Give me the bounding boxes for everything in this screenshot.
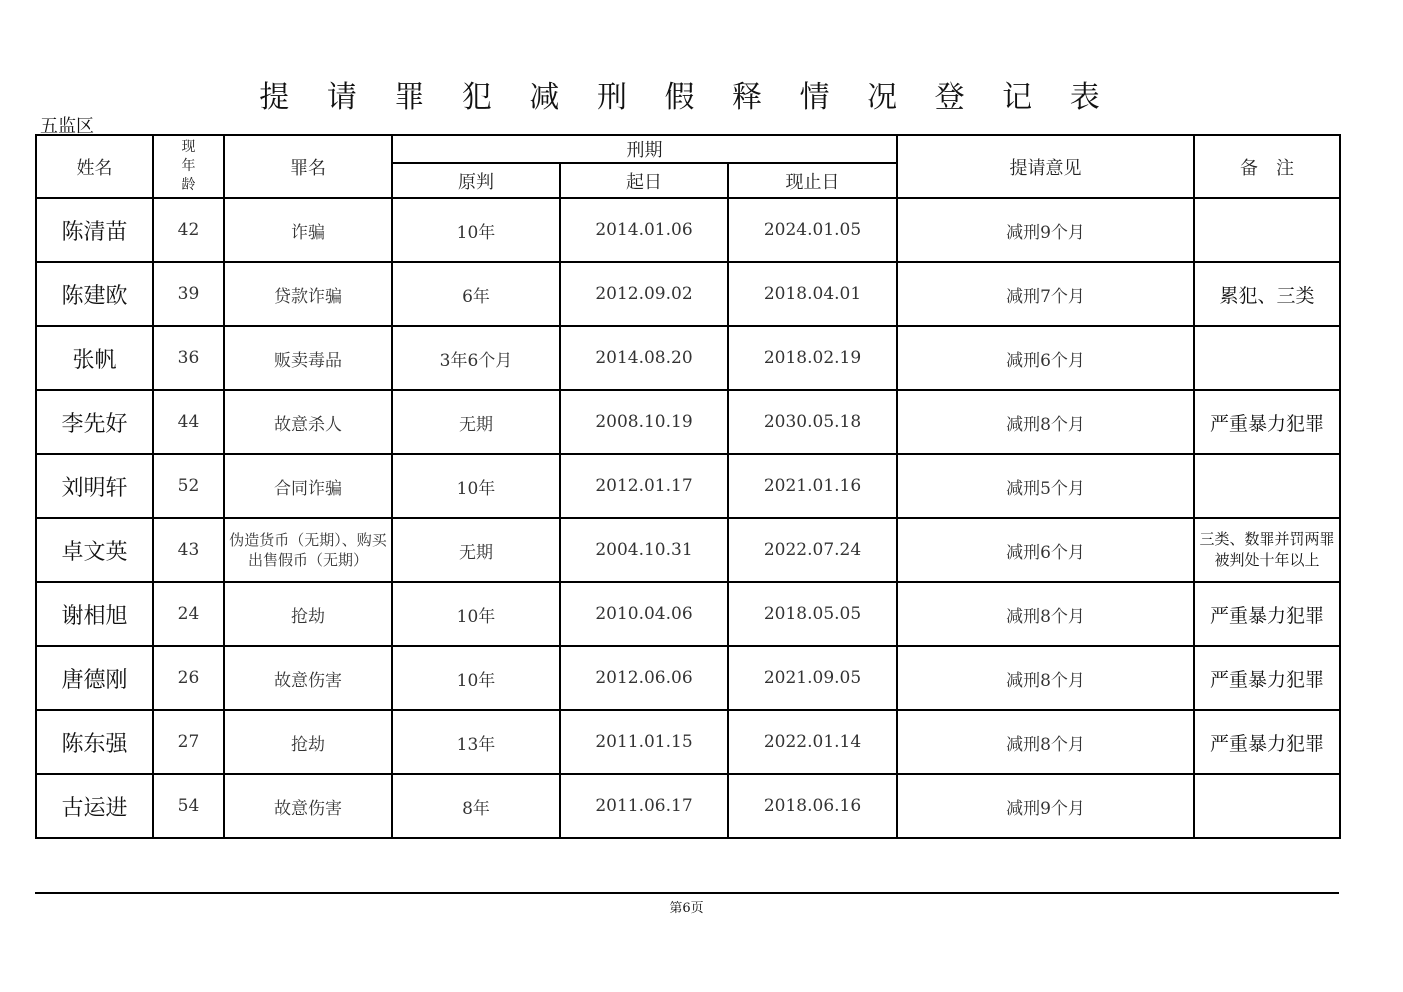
table-row — [36, 774, 1340, 838]
cell-crime: 故意杀人 — [224, 390, 392, 454]
cell-name: 张帆 — [36, 326, 153, 390]
cell-remark: 严重暴力犯罪 — [1194, 646, 1340, 710]
cell-crime: 抢劫 — [224, 710, 392, 774]
cell-opinion: 减刑8个月 — [897, 710, 1194, 774]
cell-original: 无期 — [392, 518, 560, 582]
cell-opinion: 减刑6个月 — [897, 518, 1194, 582]
cell-age: 24 — [153, 582, 224, 646]
cell-original: 无期 — [392, 390, 560, 454]
cell-start: 2012.06.06 — [560, 646, 728, 710]
cell-name: 唐德刚 — [36, 646, 153, 710]
cell-start: 2012.09.02 — [560, 262, 728, 326]
cell-opinion: 减刑8个月 — [897, 646, 1194, 710]
cell-start: 2010.04.06 — [560, 582, 728, 646]
cell-remark: 累犯、三类 — [1194, 262, 1340, 326]
cell-name: 刘明轩 — [36, 454, 153, 518]
header-name: 姓名 — [36, 135, 153, 198]
cell-original: 10年 — [392, 582, 560, 646]
cell-crime: 故意伤害 — [224, 646, 392, 710]
cell-end: 2030.05.18 — [728, 390, 897, 454]
cell-opinion: 减刑9个月 — [897, 198, 1194, 262]
cell-age: 27 — [153, 710, 224, 774]
cell-remark: 三类、数罪并罚两罪被判处十年以上 — [1194, 518, 1340, 582]
cell-start: 2011.06.17 — [560, 774, 728, 838]
cell-original: 3年6个月 — [392, 326, 560, 390]
cell-end: 2018.04.01 — [728, 262, 897, 326]
table-row — [36, 326, 1340, 390]
cell-original: 8年 — [392, 774, 560, 838]
cell-original: 10年 — [392, 454, 560, 518]
cell-end: 2022.01.14 — [728, 710, 897, 774]
cell-remark: 严重暴力犯罪 — [1194, 582, 1340, 646]
cell-start: 2011.01.15 — [560, 710, 728, 774]
table-row — [36, 710, 1340, 774]
cell-opinion: 减刑6个月 — [897, 326, 1194, 390]
cell-remark: 严重暴力犯罪 — [1194, 710, 1340, 774]
cell-end: 2024.01.05 — [728, 198, 897, 262]
cell-opinion: 减刑8个月 — [897, 390, 1194, 454]
header-term: 刑期 — [392, 135, 897, 163]
cell-age: 39 — [153, 262, 224, 326]
cell-end: 2018.02.19 — [728, 326, 897, 390]
cell-opinion: 减刑7个月 — [897, 262, 1194, 326]
register-table — [35, 134, 1341, 839]
cell-start: 2008.10.19 — [560, 390, 728, 454]
cell-end: 2018.05.05 — [728, 582, 897, 646]
cell-crime: 贩卖毒品 — [224, 326, 392, 390]
cell-end: 2021.09.05 — [728, 646, 897, 710]
cell-original: 10年 — [392, 198, 560, 262]
cell-remark: 严重暴力犯罪 — [1194, 390, 1340, 454]
cell-original: 6年 — [392, 262, 560, 326]
cell-age: 54 — [153, 774, 224, 838]
cell-name: 陈东强 — [36, 710, 153, 774]
cell-age: 42 — [153, 198, 224, 262]
cell-name: 谢相旭 — [36, 582, 153, 646]
cell-original: 13年 — [392, 710, 560, 774]
cell-remark — [1194, 454, 1340, 518]
cell-name: 古运进 — [36, 774, 153, 838]
header-original: 原判 — [392, 163, 560, 198]
cell-opinion: 减刑9个月 — [897, 774, 1194, 838]
page-number: 第6页 — [669, 901, 704, 916]
header-start: 起日 — [560, 163, 728, 198]
cell-start: 2014.08.20 — [560, 326, 728, 390]
cell-opinion: 减刑8个月 — [897, 582, 1194, 646]
cell-name: 陈清苗 — [36, 198, 153, 262]
cell-name: 李先好 — [36, 390, 153, 454]
table-header — [36, 135, 1340, 198]
cell-original: 10年 — [392, 646, 560, 710]
cell-crime: 诈骗 — [224, 198, 392, 262]
table-row — [36, 646, 1340, 710]
header-remark: 备 注 — [1194, 135, 1340, 198]
document-title: 提 请 罪 犯 减 刑 假 释 情 况 登 记 表 — [259, 80, 1114, 115]
table-row — [36, 454, 1340, 518]
cell-crime: 贷款诈骗 — [224, 262, 392, 326]
cell-crime: 故意伤害 — [224, 774, 392, 838]
table-body — [36, 198, 1340, 838]
cell-remark — [1194, 774, 1340, 838]
cell-end: 2021.01.16 — [728, 454, 897, 518]
header-crime: 罪名 — [224, 135, 392, 198]
header-age-text: 现 年 龄 — [181, 139, 196, 193]
cell-age: 52 — [153, 454, 224, 518]
table-row — [36, 582, 1340, 646]
table-row — [36, 390, 1340, 454]
unit-label: 五监区 — [40, 116, 94, 137]
cell-crime: 合同诈骗 — [224, 454, 392, 518]
cell-start: 2012.01.17 — [560, 454, 728, 518]
cell-remark — [1194, 198, 1340, 262]
header-age — [153, 135, 224, 198]
cell-remark — [1194, 326, 1340, 390]
cell-crime: 抢劫 — [224, 582, 392, 646]
cell-end: 2018.06.16 — [728, 774, 897, 838]
cell-name: 陈建欧 — [36, 262, 153, 326]
header-opinion: 提请意见 — [897, 135, 1194, 198]
cell-age: 36 — [153, 326, 224, 390]
cell-opinion: 减刑5个月 — [897, 454, 1194, 518]
header-end: 现止日 — [728, 163, 897, 198]
cell-crime: 伪造货币（无期）、购买出售假币（无期） — [224, 518, 392, 582]
cell-age: 26 — [153, 646, 224, 710]
cell-age: 44 — [153, 390, 224, 454]
table-row — [36, 198, 1340, 262]
cell-start: 2014.01.06 — [560, 198, 728, 262]
table-row — [36, 262, 1340, 326]
footer-divider — [35, 892, 1339, 894]
table-row — [36, 518, 1340, 582]
cell-end: 2022.07.24 — [728, 518, 897, 582]
cell-age: 43 — [153, 518, 224, 582]
cell-start: 2004.10.31 — [560, 518, 728, 582]
cell-name: 卓文英 — [36, 518, 153, 582]
